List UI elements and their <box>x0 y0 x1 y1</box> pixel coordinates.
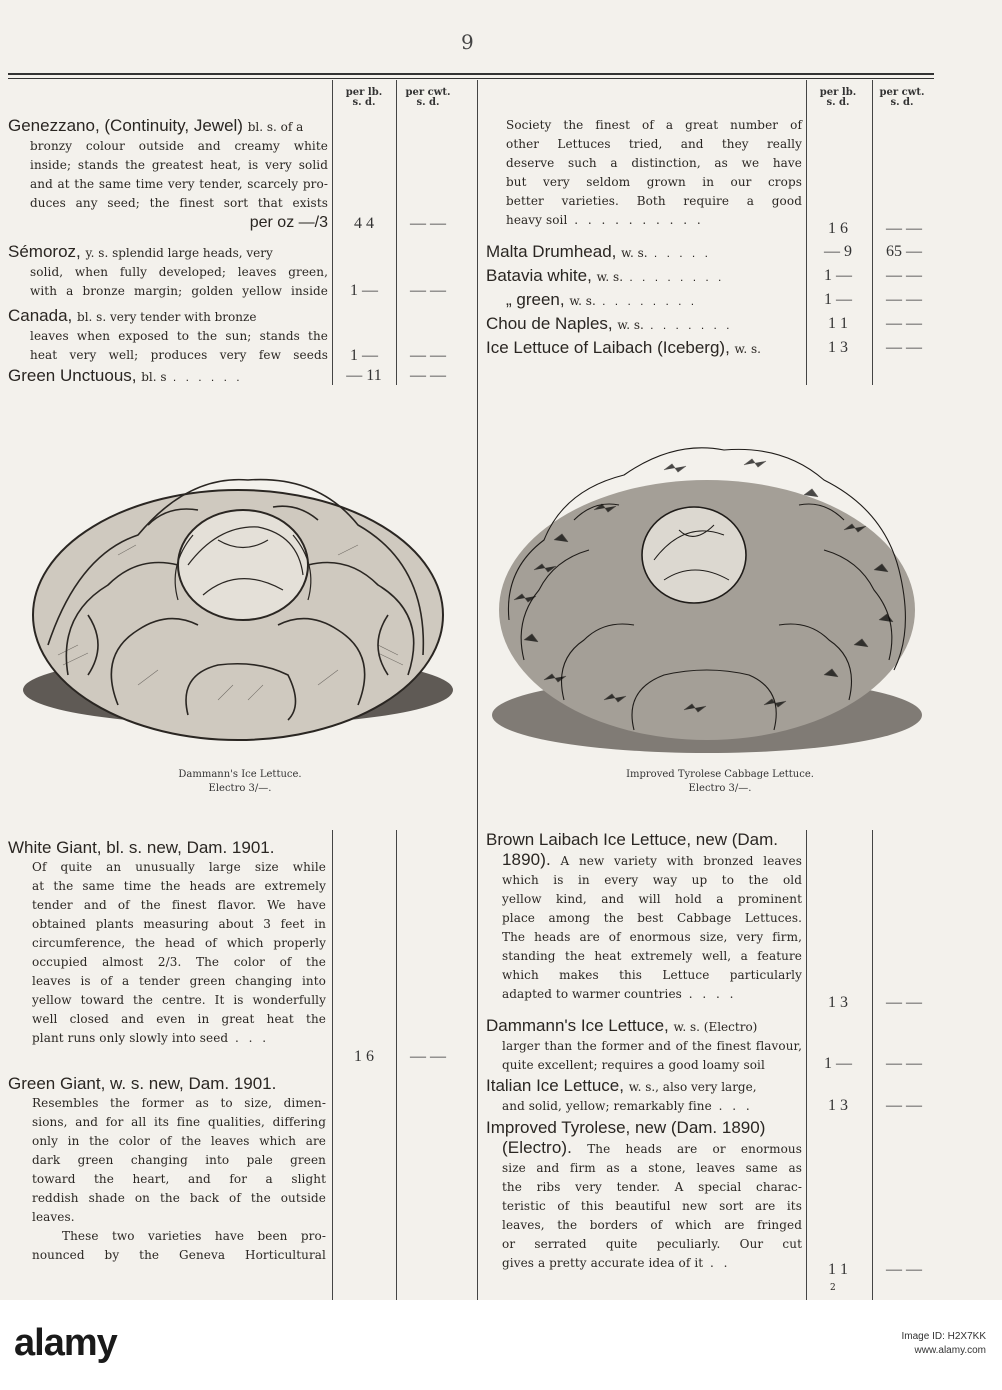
price-per-cwt: — — <box>886 1261 922 1278</box>
price-per-lb: 1 — <box>350 347 378 364</box>
header-rule-thin <box>8 78 934 79</box>
price-per-cwt: — — <box>886 1097 922 1114</box>
entry-name: Malta Drumhead, <box>486 242 617 261</box>
entry-name: Sémoroz, <box>8 242 81 261</box>
entry-name: Brown Laibach Ice Lettuce, new (Dam. <box>486 830 778 849</box>
entry-name: White Giant, bl. s. new, Dam. 1901. <box>8 838 275 857</box>
price-per-lb: 1 6 <box>354 1048 374 1065</box>
price-per-cwt: — — <box>886 315 922 332</box>
column-rule <box>332 80 333 385</box>
dammanns-ice-lettuce-illustration <box>18 415 458 765</box>
price-per-lb: 1 1 <box>828 1261 848 1278</box>
price-per-lb: — 11 <box>346 367 382 384</box>
entry-batavia-green: „ green, w. s. . . . . . . . . <box>506 290 698 309</box>
price-per-lb: 1 1 <box>828 315 848 332</box>
column-rule <box>872 830 873 1300</box>
entry-semoroz: Sémoroz, y. s. splendid large heads, very solid, when fully developed; leaves green, with a bronze margin; golden yellow inside <box>8 242 328 298</box>
entry-ice-lettuce-laibach: Ice Lettuce of Laibach (Iceberg), w. s. <box>486 338 761 357</box>
right-per-cwt-header: per cwt. s. d. <box>879 87 925 108</box>
price-per-lb: 1 3 <box>828 1097 848 1114</box>
column-rule <box>872 80 873 385</box>
entry-malta-drumhead: Malta Drumhead, w. s. . . . . . <box>486 242 711 261</box>
entry-name: Batavia white, <box>486 266 592 285</box>
entry-name: Italian Ice Lettuce, <box>486 1076 624 1095</box>
price-per-cwt: — — <box>886 339 922 356</box>
price-per-lb: 1 — <box>824 267 852 284</box>
column-rule <box>396 80 397 385</box>
entry-name: Genezzano, (Continuity, Jewel) <box>8 116 243 135</box>
entry-batavia-white: Batavia white, w. s. . . . . . . . . <box>486 266 725 285</box>
alamy-logo: alamy <box>14 1322 117 1364</box>
entry-genezzano: Genezzano, (Continuity, Jewel) bl. s. of a bronzy colour outside and creamy white inside; stands the greatest heat, is very solid and at the same time very tender, scarcely pro- duces any seed; the finest sort that exists per oz —/3 <box>8 116 328 231</box>
column-rule <box>806 830 807 1300</box>
caption-improved-tyrolese: Improved Tyrolese Cabbage Lettuce. Electro 3/—. <box>626 769 814 794</box>
caption-dammanns-ice-lettuce: Dammann's Ice Lettuce. Electro 3/—. <box>178 769 302 794</box>
price-per-lb: 1 — <box>824 291 852 308</box>
entry-green-unctuous: Green Unctuous, bl. s . . . . . . <box>8 366 243 385</box>
price-per-cwt: — — <box>410 215 446 232</box>
entry-dammanns-ice-lettuce: Dammann's Ice Lettuce, w. s. (Electro) larger than the former and of the finest flavour, quite excellent; requires a good loamy soil <box>486 1016 802 1072</box>
column-rule <box>806 80 807 385</box>
price-per-cwt: — — <box>886 1055 922 1072</box>
price-per-cwt: — — <box>410 367 446 384</box>
improved-tyrolese-lettuce-illustration <box>484 420 930 765</box>
price-per-cwt: — — <box>410 1048 446 1065</box>
entry-name: Improved Tyrolese, new (Dam. 1890) <box>486 1118 766 1137</box>
watermark-footer <box>0 1300 1002 1390</box>
price-per-lb: 4 4 <box>354 215 374 232</box>
price-per-cwt: — — <box>886 291 922 308</box>
header-rule-thick <box>8 73 934 75</box>
price-per-lb: 1 — <box>824 1055 852 1072</box>
entry-chou-de-naples: Chou de Naples, w. s. . . . . . . . <box>486 314 733 333</box>
entry-name: Chou de Naples, <box>486 314 613 333</box>
price-per-lb: 1 3 <box>828 994 848 1011</box>
price-per-cwt: 65 — <box>886 243 922 260</box>
column-rule <box>396 830 397 1300</box>
entry-green-giant: Green Giant, w. s. new, Dam. 1901. Resembles the former as to size, dimen- sions, and for all its fine qualities, differing only in the color of the leaves which are dark green changing into pale green toward the heart, and for a slight reddish shade on the back of the outside leaves. These two varieties have been pro- nounced by the Geneva Horticultural <box>8 1074 326 1262</box>
entry-continuation: Society the finest of a great number of other Lettuces tried, and they really deserve such a distinction, as we have but very seldom grown in our crops better varieties. Both require a good heavy soil . . . . . . . . . . <box>506 118 802 227</box>
entry-name: Green Unctuous, <box>8 366 137 385</box>
page-number: 9 <box>461 30 474 54</box>
left-per-cwt-header: per cwt. s. d. <box>405 87 451 108</box>
entry-improved-tyrolese: Improved Tyrolese, new (Dam. 1890) (Electro). The heads are or enormous size and firm as a stone, leaves same as the ribs very tender. A special charac- teristic of this beautiful new sort are its leaves, the borders of which are fringed or serrated quite peculiarly. Our cut gives a pretty accurate idea of it . . <box>486 1118 803 1270</box>
signature-mark: 2 <box>830 1283 836 1293</box>
price-per-lb: 1 — <box>350 282 378 299</box>
entry-white-giant: White Giant, bl. s. new, Dam. 1901. Of quite an unusually large size while at the same time the heads are extremely tender and of the finest flavor. We have obtained plants measuring about 3 feet in circumference, the head of which properly occupied almost 2/3. The color of the leaves is of a tender green changing into yellow toward the centre. It is wonderfully well closed and even in great heat the plant runs only slowly into seed . . . <box>8 838 326 1045</box>
price-per-cwt: — — <box>410 282 446 299</box>
image-id: Image ID: H2X7KK www.alamy.com <box>901 1331 986 1356</box>
entry-canada: Canada, bl. s. very tender with bronze leaves when exposed to the sun; stands the heat very well; produces very few seeds <box>8 306 328 362</box>
price-per-cwt: — — <box>410 347 446 364</box>
price-per-cwt: — — <box>886 994 922 1011</box>
entry-abbr: bl. s. of a <box>247 120 304 134</box>
entry-brown-laibach: Brown Laibach Ice Lettuce, new (Dam. 1890). A new variety with bronzed leaves which is in every way up to the old yellow kind, and will hold a prominent place among the best Cabbage Lettuces. The heads are of enormous size, very firm, standing the heat extremely well, a feature which makes this Lettuce particularly adapted to warmer countries . . . . <box>486 830 803 1001</box>
price-per-lb: 1 3 <box>828 339 848 356</box>
entry-italian-ice-lettuce: Italian Ice Lettuce, w. s., also very large, and solid, yellow; remarkably fine . . . <box>486 1076 757 1113</box>
entry-name: Green Giant, w. s. new, Dam. 1901. <box>8 1074 277 1093</box>
column-rule <box>332 830 333 1300</box>
entry-name: Dammann's Ice Lettuce, <box>486 1016 669 1035</box>
price-per-cwt: — — <box>886 220 922 237</box>
price-per-cwt: — — <box>886 267 922 284</box>
price-per-lb: 1 6 <box>828 220 848 237</box>
price-per-lb: — 9 <box>824 243 852 260</box>
center-rule <box>477 80 478 1300</box>
left-per-lb-header: per lb. s. d. <box>345 87 383 108</box>
entry-name: „ green, <box>506 290 565 309</box>
entry-name: Canada, <box>8 306 73 325</box>
right-per-lb-header: per lb. s. d. <box>819 87 857 108</box>
entry-name: Ice Lettuce of Laibach (Iceberg), <box>486 338 730 357</box>
